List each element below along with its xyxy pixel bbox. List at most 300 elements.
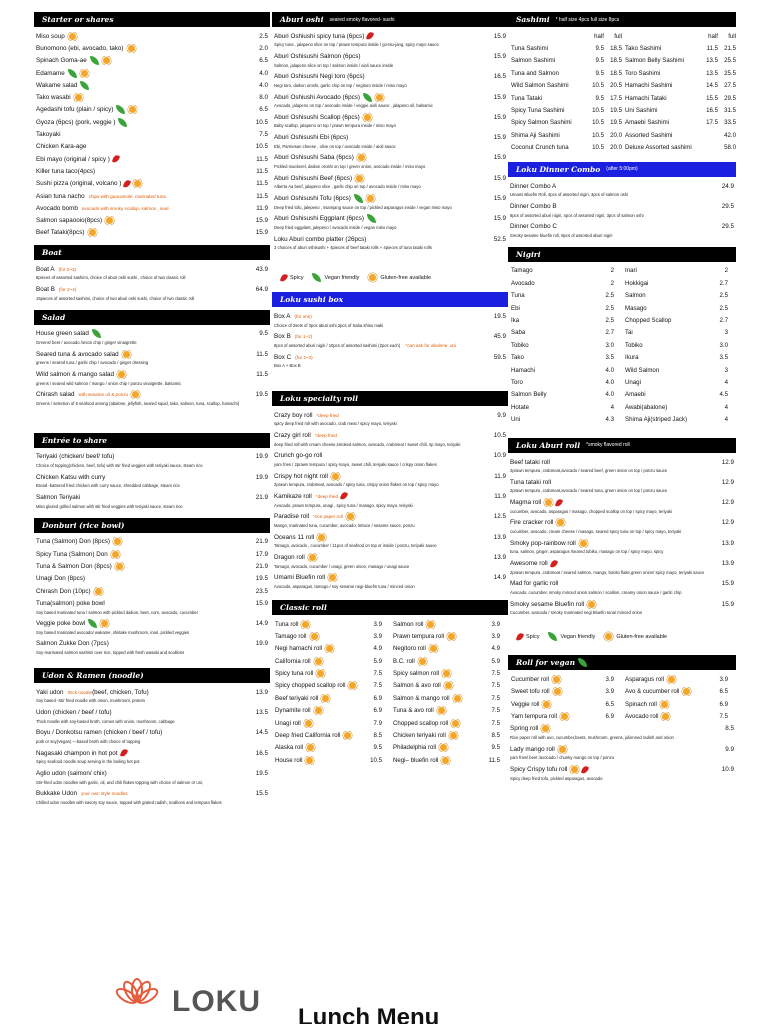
item-name	[390, 706, 482, 715]
item-name	[272, 694, 364, 703]
item-name-text: Box C	[274, 353, 292, 361]
item-name	[508, 317, 596, 324]
column-1	[34, 12, 270, 808]
item-name-text: Unagi roll	[275, 719, 301, 727]
legend-item	[309, 273, 359, 282]
item-price-full: 31.5	[724, 107, 736, 115]
menu-item	[272, 331, 508, 343]
item-description	[34, 340, 270, 348]
item-description	[508, 549, 736, 557]
item-price: 19.5	[255, 391, 268, 399]
vegan-leaf-icon	[88, 619, 97, 628]
item-price: 19.9	[255, 453, 268, 461]
item-name-text: Smoky pop-rainbow roll	[510, 539, 576, 547]
item-name: Assorted Sashimi	[625, 131, 673, 139]
item-name-text: Hokkigai	[625, 279, 649, 287]
menu-item	[508, 456, 736, 468]
item-name-text: Paradise roll	[274, 513, 309, 521]
item-description-text: 15pieces of assorted sashimi, choice of two aburi oshi sushi, choice of two classic roll	[36, 295, 195, 301]
item-name	[274, 174, 480, 183]
item-description	[34, 650, 270, 658]
item-price: 19.9	[255, 640, 268, 648]
item-description	[508, 192, 736, 200]
item-name-text: Aburi Oshisushi Tofu (6pcs)	[274, 195, 351, 203]
item-description	[272, 543, 508, 551]
menu-item-pair	[508, 290, 736, 302]
item-name	[272, 756, 364, 765]
item-name	[390, 644, 482, 653]
item-price: 10.5	[370, 756, 382, 764]
vegan-leaf-icon	[118, 118, 127, 127]
menu-item	[34, 585, 270, 597]
item-description-text: Soy based -Stir fried noodle with onion, mushroom, protein	[36, 698, 145, 704]
item-name: Uni Sashimi	[625, 107, 658, 115]
menu-item	[34, 263, 270, 275]
gluten-free-icon	[542, 700, 551, 709]
section-subtitle: seared smoky flavored- sushi	[329, 16, 395, 23]
gluten-free-icon	[426, 620, 435, 629]
item-name	[36, 770, 242, 777]
section-header	[34, 245, 270, 260]
gluten-free-icon	[453, 694, 462, 703]
item-price: 29.5	[721, 223, 734, 231]
menu-item-pair	[508, 117, 736, 129]
gluten-free-icon	[660, 700, 669, 709]
menu-item	[34, 283, 270, 295]
item-price-half: 13.5	[706, 69, 718, 77]
item-name	[622, 354, 710, 361]
item-description	[272, 184, 508, 192]
item-name-text: Salmon & avo roll	[393, 682, 441, 690]
item-name-text: Mad for garlic roll	[510, 580, 559, 588]
item-name-text: Avo & cucumber roll	[625, 688, 680, 696]
item-price: 11.5	[256, 370, 268, 378]
legend-label: Spicy	[526, 633, 540, 640]
size-label: half	[594, 32, 604, 40]
item-price-half: 9.5	[595, 94, 604, 102]
item-description-text: Tamago, avocado, cucumber / unagi, green onion, masago / unagi sauce	[274, 563, 410, 569]
section-header	[34, 668, 270, 683]
item-price: 59.5	[493, 353, 506, 361]
gluten-free-icon	[560, 712, 569, 721]
item-description	[272, 564, 508, 572]
item-description-text: 2prawn tempura, crabmeat, avocado / spicy tuna, crispy onion flakes on top / spicy mayo	[274, 482, 439, 488]
item-name	[274, 153, 480, 162]
vegan-leaf-icon	[68, 69, 77, 78]
item-name	[622, 712, 710, 721]
item-price: 9.5	[491, 744, 500, 752]
item-name-text: Spicy tuna roll	[275, 670, 314, 678]
menu-item-pair	[272, 717, 508, 729]
gluten-free-icon	[131, 390, 140, 399]
item-name	[272, 743, 364, 752]
item-name-text: Negi– bluefin roll	[393, 756, 439, 764]
section-title: Udon & Ramen (noodle)	[42, 671, 144, 681]
item-name-text: Spring roll	[510, 725, 539, 733]
menu-item	[34, 91, 270, 103]
item-price: 6.9	[719, 700, 728, 708]
item-name	[36, 709, 242, 716]
item-name	[510, 498, 708, 507]
item-name-text: Aburi Oshiushi spicy tuna (6pcs)	[274, 32, 365, 40]
section-header	[272, 391, 508, 406]
menu-item	[508, 537, 736, 549]
menu-item	[34, 116, 270, 128]
item-name	[274, 113, 480, 122]
item-price-full: 19.5	[610, 107, 622, 115]
item-description-text: spicy deep fried roll with avocado, crab meat / spicy mayo, teriyaki	[274, 421, 397, 427]
item-name-text: Ika	[511, 317, 520, 325]
section-title: Loku Dinner Combo	[516, 164, 601, 174]
item-name-text: Magma roll	[510, 499, 542, 507]
item-name-text: Umami Bluefin roll	[274, 574, 326, 582]
item-name	[274, 553, 480, 562]
gluten-free-icon	[94, 587, 103, 596]
item-price: 3.9	[491, 620, 500, 628]
section-title: Boat	[42, 248, 62, 258]
gluten-free-icon	[115, 562, 124, 571]
item-name-text: Saba	[511, 329, 526, 337]
item-name: Salmon Belly Sashimi	[625, 57, 684, 65]
gluten-free-icon	[100, 619, 109, 628]
item-price-half: 9.5	[595, 45, 604, 53]
item-note: with sesame oil & ponzu	[78, 392, 129, 398]
item-price-full: 58.0	[724, 144, 736, 152]
item-name-text: Yam tempura roll	[511, 713, 557, 721]
item-name-text: Dragon roll	[274, 553, 305, 561]
item-description	[508, 610, 736, 618]
item-description	[272, 363, 508, 371]
item-name	[390, 632, 482, 641]
item-price: 7.9	[373, 719, 382, 727]
item-price: 2	[610, 267, 614, 275]
item-name	[622, 292, 710, 299]
spicy-pepper-icon	[581, 765, 589, 774]
item-description	[272, 144, 508, 152]
item-price: 52.5	[493, 235, 506, 243]
item-description-text: yam fries/ beet /avocado / chunky mango on top / ponzu	[510, 755, 615, 761]
vegan-leaf-icon	[92, 329, 101, 338]
item-price: 4.9	[373, 645, 382, 653]
menu-item	[34, 42, 270, 54]
gluten-free-icon	[127, 44, 136, 53]
item-name-text: Tobiko	[511, 341, 529, 349]
item-name	[36, 216, 242, 225]
menu-item	[34, 548, 270, 560]
menu-item-pair	[508, 364, 736, 376]
menu-item	[272, 213, 508, 225]
menu-item	[34, 178, 270, 190]
menu-item	[34, 104, 270, 116]
item-name-text: B.C. roll	[393, 657, 415, 665]
item-name-text: Salmon roll	[393, 620, 424, 628]
menu-item-pair	[508, 698, 736, 710]
item-name-text: Avocado bomb	[36, 204, 78, 212]
legend-item	[278, 274, 303, 282]
item-name-text: Chopped scallop roll	[393, 719, 449, 727]
item-name-text: Teriyaki (chicken/ beef/ tofu)	[36, 453, 115, 461]
item-description	[272, 123, 508, 131]
gluten-free-icon	[418, 657, 427, 666]
item-name-text: Hamachi	[511, 366, 536, 374]
item-description-text: 8pieces of assorted sashimi, choice of aburi oshi sushi , choice of two classic roll	[36, 275, 186, 281]
item-name: Tuna Tataki	[511, 94, 543, 102]
gluten-free-icon	[541, 724, 550, 733]
item-price: 12.9	[721, 519, 734, 527]
menu-item	[508, 723, 736, 735]
item-description-text: Greens/ beet / avocado /onion chip / ginger vinaigrette	[36, 339, 137, 345]
item-price-full: 27.5	[724, 82, 736, 90]
item-name-text: Chopped Scallop	[625, 317, 672, 325]
item-name	[274, 134, 480, 141]
gluten-free-icon	[444, 681, 453, 690]
item-name-text: Smoky sesame Bluefin roll	[510, 600, 585, 608]
column-2	[272, 12, 508, 767]
item-price: 17.9	[255, 550, 268, 558]
gluten-free-icon	[441, 756, 450, 765]
item-price-full: 21.5	[724, 45, 736, 53]
item-description-text: Soy based marinated avocado/ wakame, shiitake mushroom, inari, pickled veggies	[36, 629, 190, 635]
item-description	[34, 275, 270, 283]
section-title: Sashimi	[516, 15, 550, 24]
menu-item	[34, 686, 270, 698]
brand-name: LOKU	[172, 985, 261, 1018]
item-note: (for one)	[294, 313, 312, 319]
item-name-text: Sushi pizza (original, volcano )	[36, 180, 122, 188]
item-price-half: 10.5	[592, 144, 604, 152]
menu-item	[508, 221, 736, 233]
item-name-text: Bukkake Udon	[36, 790, 77, 798]
menu-item-pair	[508, 327, 736, 339]
item-price: 15.9	[493, 154, 506, 162]
section-header	[272, 600, 508, 615]
item-price: 4	[724, 403, 728, 411]
item-name: Spicy Salmon Sashimi	[511, 119, 572, 127]
item-price: 15.9	[493, 174, 506, 182]
section-header	[508, 162, 736, 177]
item-price: 13.9	[255, 688, 268, 696]
item-description	[272, 442, 508, 450]
item-name-text: Asparagus roll	[625, 675, 664, 683]
menu-item-pair	[508, 339, 736, 351]
menu-title: Lunch Menu	[298, 1004, 440, 1024]
item-name-text: Wild salmon & mango salad	[36, 370, 115, 378]
menu-item	[272, 551, 508, 563]
item-name-text: Tobiko	[625, 341, 643, 349]
item-price: 3.9	[605, 688, 614, 696]
item-name-text: Ebi	[511, 304, 520, 312]
item-description-text: Alberta Aa beef, jalapeno slice , garlic chip on top / avocado inside / miso mayo	[274, 184, 421, 190]
item-name	[390, 694, 482, 703]
menu-item-pair	[272, 729, 508, 741]
item-description-text: Umami Bluefin Roll, 4pcs of assorted nigiri, 3pcs of salmon oshi	[510, 192, 628, 198]
menu-item	[272, 450, 508, 462]
item-price-half: 9.5	[595, 57, 604, 65]
item-name	[274, 354, 480, 361]
item-price: 15.9	[493, 93, 506, 101]
spicy-pepper-icon	[123, 179, 131, 188]
item-price: 16.5	[255, 749, 268, 757]
item-description	[34, 759, 270, 767]
item-name-text: Ikura	[625, 354, 639, 362]
item-name	[36, 228, 242, 237]
item-description-text: Box A + Box B	[274, 363, 301, 369]
menu-item	[34, 227, 270, 239]
menu-item	[34, 389, 270, 401]
item-price: 2.5	[605, 292, 614, 300]
gluten-free-icon	[331, 472, 340, 481]
item-name	[36, 390, 242, 399]
item-name	[274, 432, 480, 439]
item-price: 10.9	[493, 452, 506, 460]
item-name-text: Veggie roll	[511, 700, 540, 708]
menu-item	[272, 490, 508, 502]
item-note: *rice paper roll	[313, 514, 343, 520]
menu-item	[34, 202, 270, 214]
item-name	[508, 292, 596, 299]
legend-item	[601, 632, 667, 641]
menu-item-pair	[508, 710, 736, 722]
item-name-text: Uni	[511, 416, 521, 424]
item-name-text: Boyu / Donkotsu ramen (chicken / beef / tofu)	[36, 729, 163, 737]
item-name	[390, 657, 482, 666]
spicy-pepper-icon	[366, 32, 374, 40]
menu-item-pair	[508, 55, 736, 67]
item-name	[510, 459, 708, 466]
menu-item	[34, 471, 270, 483]
item-price: 11.9	[494, 472, 506, 480]
item-price-full: 42.0	[724, 131, 736, 139]
menu-item-pair	[272, 705, 508, 717]
item-name-text: Kamikaze roll	[274, 492, 312, 500]
item-name-text: Cucumber roll	[511, 675, 549, 683]
gluten-free-icon	[343, 731, 352, 740]
item-price: 4.9	[491, 645, 500, 653]
item-name	[36, 56, 242, 65]
gluten-free-icon	[306, 743, 315, 752]
menu-item-pair	[508, 352, 736, 364]
item-note: (for 2~4)	[58, 286, 77, 292]
item-name	[36, 453, 242, 460]
gluten-free-icon	[442, 669, 451, 678]
item-price: 13.9	[721, 560, 734, 567]
gluten-free-icon	[558, 745, 567, 754]
item-name-text: Beef Tataki(8pcs)	[36, 229, 85, 237]
gluten-free-icon	[102, 56, 111, 65]
item-name-text: Agedashi tofu (plain / spicy)	[36, 106, 114, 114]
gluten-free-icon	[439, 743, 448, 752]
item-description-text: yam fries / 2prawn tempura / spicy mayo, sweet chili, teriyaki sauce / crispy onion flakes	[274, 462, 437, 468]
legend-label: Vegan friendly	[324, 274, 360, 281]
vegan-leaf-icon	[116, 105, 125, 114]
menu-item	[34, 597, 270, 609]
item-price: 64.9	[255, 285, 268, 293]
item-name	[274, 452, 480, 459]
spicy-pepper-icon	[112, 155, 120, 163]
item-price-half: 9.5	[595, 69, 604, 77]
menu-item	[508, 180, 736, 192]
item-description-text: Spicy tuna , jalapeno slice on top / prawn tempura inside / go-tsu-jang, spicy mayo sauce	[274, 42, 439, 48]
gluten-free-icon	[348, 681, 357, 690]
item-name-text: Alaska roll	[275, 744, 304, 752]
item-price: 11.5	[488, 756, 500, 764]
item-name	[622, 416, 710, 423]
item-name	[36, 44, 242, 53]
item-name-text: Spicy Crispy tofu roll	[510, 766, 568, 774]
item-price-half: 17.5	[706, 119, 718, 127]
menu-item	[508, 557, 736, 569]
item-name	[36, 286, 242, 293]
item-description	[508, 213, 736, 221]
section-subtitle: (after 5:00pm)	[606, 166, 638, 173]
menu-item-pair	[272, 643, 508, 655]
item-description-text: 2prawn tempura ,crabmeat / seared salmon, mango, bonito flake,green onion/ spicy mayo, teriyaki sauce	[510, 569, 705, 575]
item-name-text: Beef tataki roll	[510, 458, 550, 466]
item-name	[36, 329, 242, 338]
item-name-text: Tuna & avo roll	[393, 707, 434, 715]
item-name-text: Asian tuna nacho	[36, 192, 85, 200]
item-name	[36, 689, 242, 696]
item-price: 6.5	[719, 688, 728, 696]
item-price: 6.9	[605, 713, 614, 721]
item-price: 3	[724, 329, 728, 337]
gluten-free-icon	[128, 105, 137, 114]
item-name-text: Tako wasabi	[36, 94, 71, 102]
item-name-text: Box B	[274, 333, 291, 341]
section-header	[34, 433, 270, 448]
item-name-text: Dinner Combo C	[510, 223, 557, 231]
item-name: Salmon Sashimi	[511, 57, 556, 65]
item-description	[34, 719, 270, 727]
item-name-text: Seared tuna & avocado salad	[36, 350, 119, 358]
item-name	[510, 479, 708, 486]
item-description	[34, 360, 270, 368]
item-name-text: Tai	[625, 329, 633, 337]
item-price: 23.5	[255, 587, 268, 595]
item-name	[36, 790, 242, 797]
item-name-text: Lady mango roll	[510, 745, 555, 753]
item-name: Wild Salmon Sashimi	[511, 82, 569, 90]
item-name	[274, 412, 480, 419]
item-note: chips with guacamole, marinated tuna	[88, 193, 166, 199]
item-description	[508, 776, 736, 784]
item-price-half: 10.5	[592, 107, 604, 115]
item-price: 3.5	[605, 354, 614, 362]
item-price: 8.0	[259, 94, 268, 102]
item-name	[274, 73, 480, 80]
item-note: (for 2~3)	[295, 354, 313, 360]
gluten-free-icon	[314, 706, 323, 715]
item-name-text: Salmon	[625, 292, 646, 300]
item-name-text: Negi hamachi roll	[275, 645, 323, 653]
item-name	[274, 194, 480, 203]
item-note: thick noodle	[67, 689, 93, 695]
gluten-free-icon	[325, 644, 334, 653]
gluten-free-icon	[305, 756, 314, 765]
item-name-text: Aburi Oshisushi Beef (6pcs)	[274, 174, 353, 182]
menu-item-pair	[272, 680, 508, 692]
item-price: 2.0	[259, 44, 268, 52]
item-name	[36, 179, 242, 188]
item-note: (for 1~2)	[294, 334, 313, 340]
item-description-text: Ebi, Parmesan cheese , olive on top / avocado inside / aioli sauce	[274, 143, 396, 149]
spicy-pepper-icon	[340, 492, 348, 500]
item-price: 6.9	[373, 694, 382, 702]
item-price: 19.5	[255, 575, 268, 583]
item-name	[510, 203, 708, 210]
item-price: 3.5	[719, 354, 728, 362]
item-description	[272, 42, 508, 50]
